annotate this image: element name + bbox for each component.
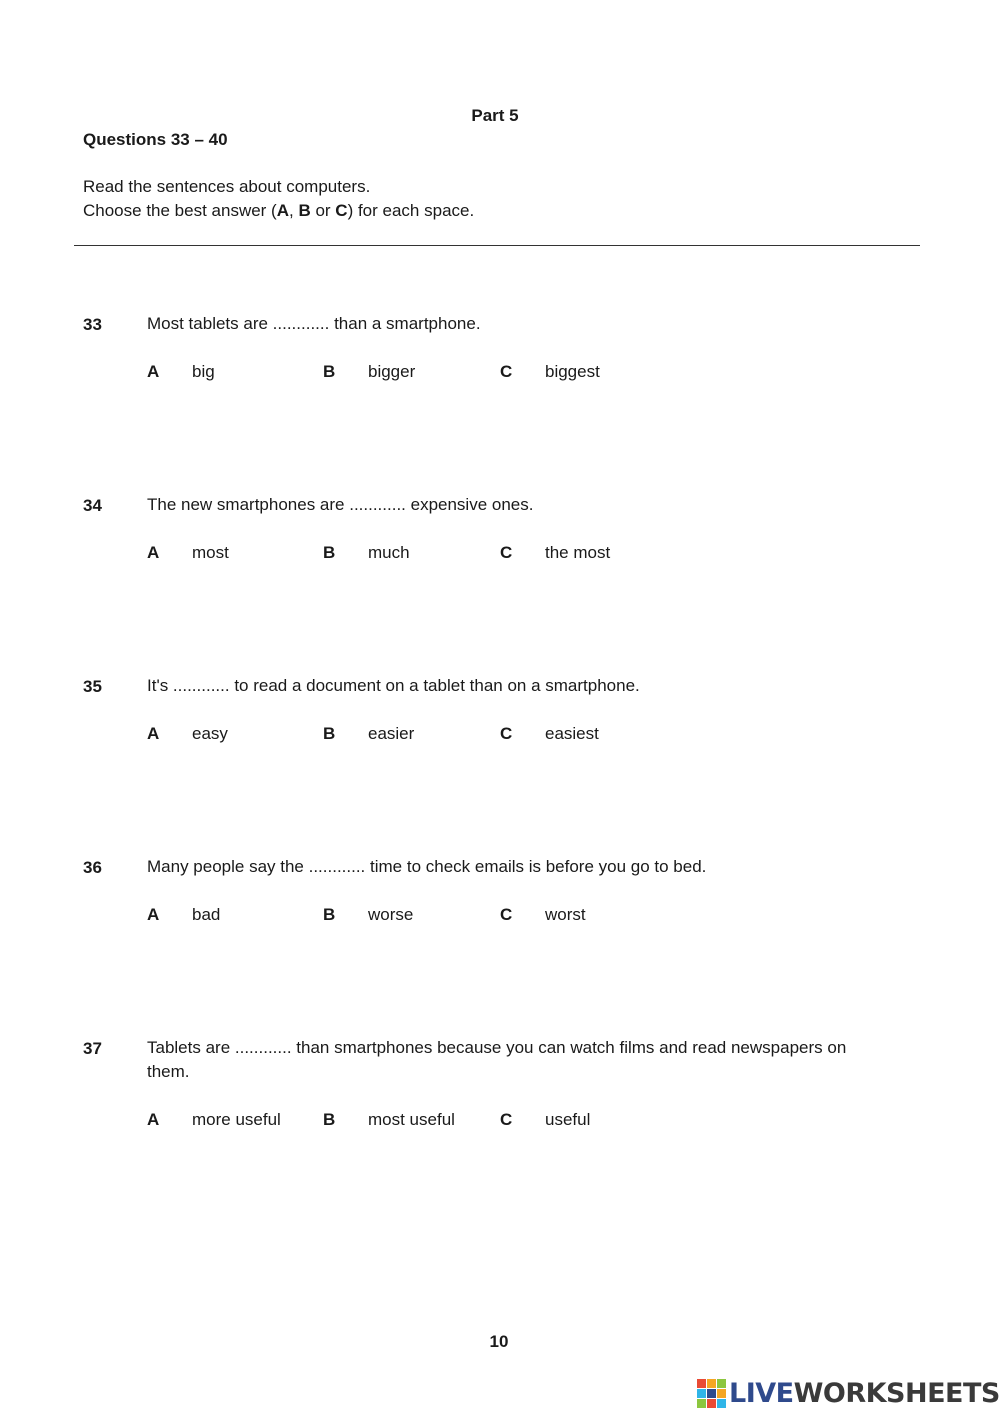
question-35-number: 35 bbox=[83, 677, 102, 696]
logo-grid-icon bbox=[697, 1379, 726, 1408]
question-36-option-a[interactable]: bad bbox=[192, 905, 221, 924]
question-34-text: The new smartphones are ............ expensive ones. bbox=[147, 495, 534, 514]
question-35-option-b[interactable]: easier bbox=[368, 724, 415, 743]
question-36-number: 36 bbox=[83, 858, 102, 877]
question-35-option-a-letter: A bbox=[147, 724, 160, 743]
question-35-option-b-letter: B bbox=[323, 724, 336, 743]
logo-text bbox=[729, 1378, 1000, 1409]
instruction-line-2 bbox=[83, 201, 474, 221]
question-37-text: Tablets are ............ than smartphones because you can watch films and read newspapers on them. bbox=[147, 1038, 847, 1081]
instruction-letter-a: A bbox=[276, 201, 289, 220]
question-33-option-a-letter: A bbox=[147, 362, 160, 381]
part-title: Part 5 bbox=[471, 106, 519, 125]
question-33-option-a[interactable]: big bbox=[192, 362, 215, 381]
question-37-option-b[interactable]: most useful bbox=[368, 1110, 455, 1129]
question-36-option-b-letter: B bbox=[323, 905, 336, 924]
instruction-sep-1: , bbox=[289, 201, 299, 220]
question-35-option-c-letter: C bbox=[500, 724, 513, 743]
logo-text-worksheets: WORKSHEETS bbox=[793, 1377, 1000, 1409]
instruction-letter-b: B bbox=[298, 201, 311, 220]
question-37-option-a-letter: A bbox=[147, 1110, 160, 1129]
page-number: 10 bbox=[489, 1332, 509, 1351]
instruction-line-1: Read the sentences about computers. bbox=[83, 177, 371, 196]
question-33-option-c[interactable]: biggest bbox=[545, 362, 600, 381]
instruction-suffix: ) for each space. bbox=[347, 201, 475, 220]
question-34-option-c[interactable]: the most bbox=[545, 543, 611, 562]
question-34-number: 34 bbox=[83, 496, 102, 515]
question-36-option-b[interactable]: worse bbox=[368, 905, 414, 924]
questions-range: Questions 33 – 40 bbox=[83, 130, 228, 149]
question-33-option-b[interactable]: bigger bbox=[368, 362, 416, 381]
instruction-letter-c: C bbox=[335, 201, 348, 220]
divider bbox=[74, 245, 920, 246]
question-35-option-a[interactable]: easy bbox=[192, 724, 228, 743]
question-34-option-c-letter: C bbox=[500, 543, 513, 562]
question-37-number: 37 bbox=[83, 1039, 102, 1058]
question-34-option-b-letter: B bbox=[323, 543, 336, 562]
question-37-option-a[interactable]: more useful bbox=[192, 1110, 281, 1129]
question-33-option-c-letter: C bbox=[500, 362, 513, 381]
question-33-number: 33 bbox=[83, 315, 102, 334]
liveworksheets-logo[interactable] bbox=[697, 1376, 1000, 1410]
question-35-text: It's ............ to read a document on a tablet than on a smartphone. bbox=[147, 676, 640, 695]
question-34-option-a[interactable]: most bbox=[192, 543, 229, 562]
logo-text-live: LIVE bbox=[729, 1377, 794, 1409]
instruction-sep-2: or bbox=[310, 201, 336, 220]
question-36-text: Many people say the ............ time to check emails is before you go to bed. bbox=[147, 857, 707, 876]
question-36-option-c[interactable]: worst bbox=[545, 905, 586, 924]
question-33-option-b-letter: B bbox=[323, 362, 336, 381]
question-36-option-a-letter: A bbox=[147, 905, 160, 924]
question-36-option-c-letter: C bbox=[500, 905, 513, 924]
question-37-option-c[interactable]: useful bbox=[545, 1110, 591, 1129]
instruction-prefix: Choose the best answer ( bbox=[83, 201, 277, 220]
question-33-text: Most tablets are ............ than a smartphone. bbox=[147, 314, 481, 333]
question-37-option-c-letter: C bbox=[500, 1110, 513, 1129]
question-34-option-b[interactable]: much bbox=[368, 543, 410, 562]
question-35-option-c[interactable]: easiest bbox=[545, 724, 599, 743]
question-34-option-a-letter: A bbox=[147, 543, 160, 562]
question-37-option-b-letter: B bbox=[323, 1110, 336, 1129]
